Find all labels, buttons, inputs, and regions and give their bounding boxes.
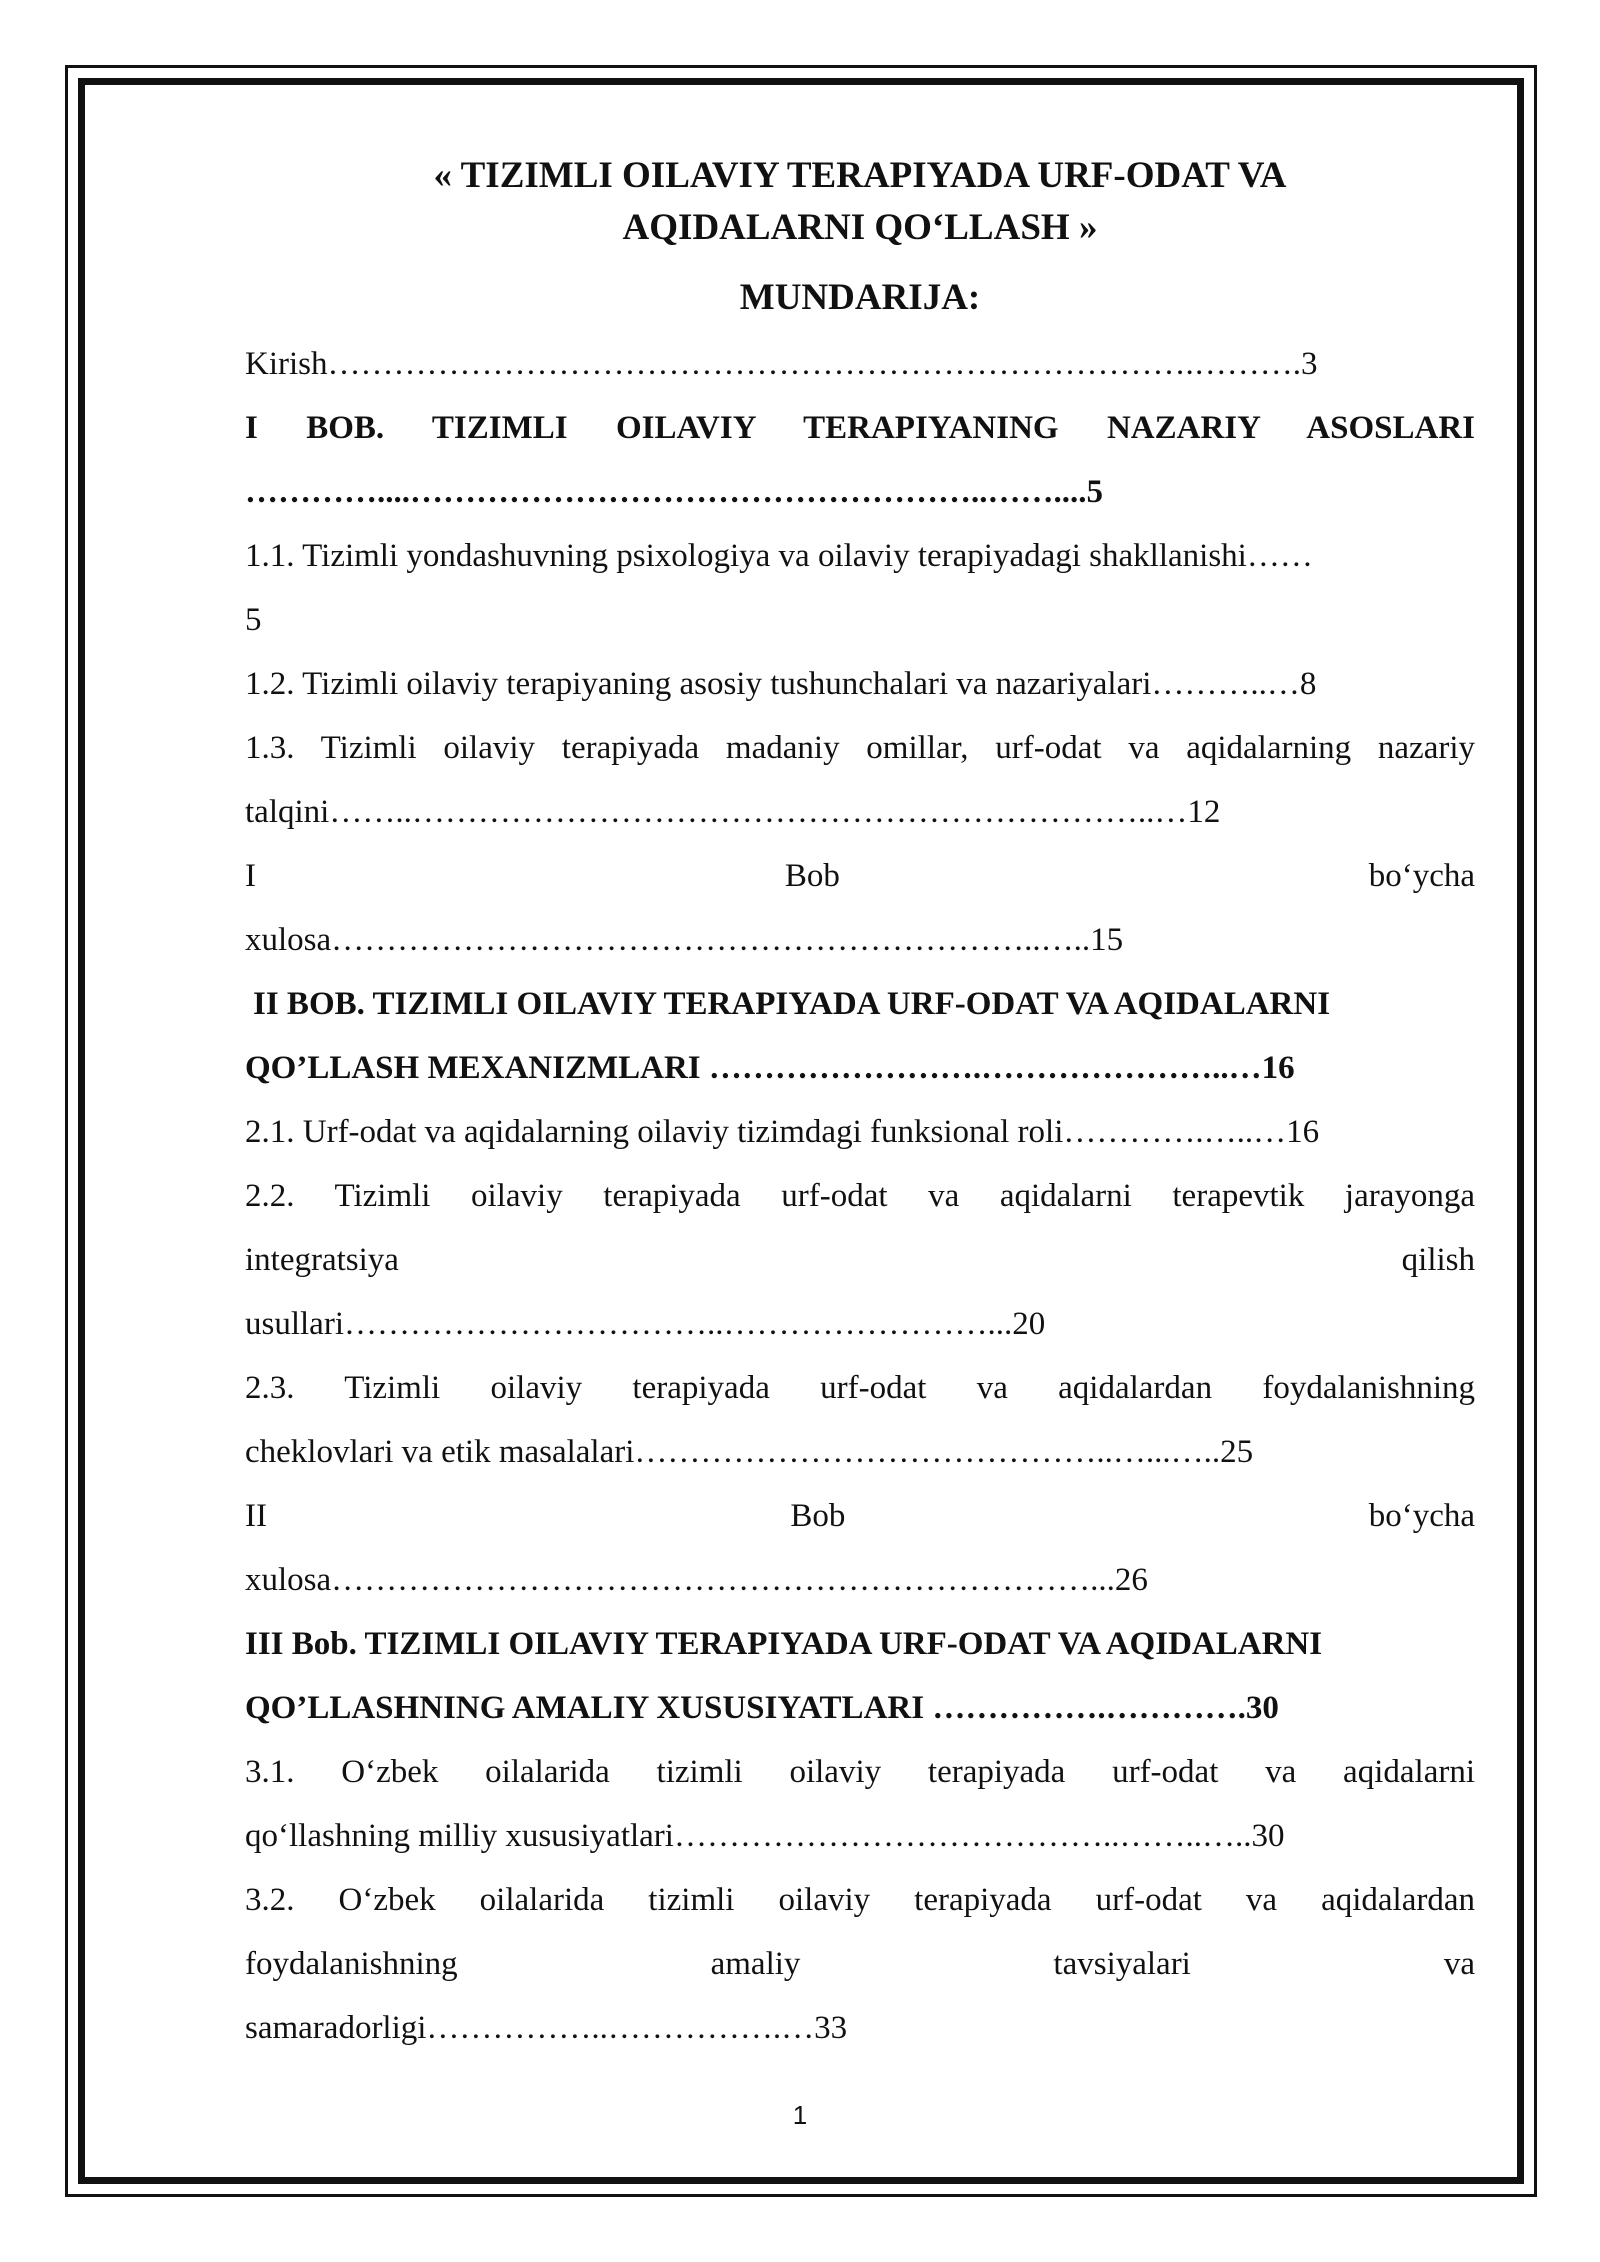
toc-entry-section-1-1: 1.1. Tizimli yondashuvning psixologiya va oilaviy terapiyadagi shakllanishi……: [245, 538, 1313, 574]
toc-entry-section-3-1-page: qo‘llashning milliy xususiyatlari…………………………………..……..…..30: [245, 1818, 1285, 1854]
toc-entry-section-2-1: 2.1. Urf-odat va aqidalarning oilaviy tizimdagi funksional roli………….…..…16: [245, 1114, 1320, 1150]
toc-entry-chapter-2-page: QO’LLASH MEXANIZMLARI …………………….…………………..…16: [245, 1050, 1295, 1086]
toc-entry-chapter-3-page: QO’LLASHNING AMALIY XUSUSIYATLARI …………….………….30: [245, 1690, 1279, 1726]
toc-entry-section-3-2-cont: foydalanishning amaliy tavsiyalari va: [245, 1946, 1475, 1982]
toc-entry-section-1-3: 1.3. Tizimli oilaviy terapiyada madaniy omillar, urf-odat va aqidalarning nazariy: [245, 730, 1475, 766]
toc-entry-chapter-1: I BOB. TIZIMLI OILAVIY TERAPIYANING NAZARIY ASOSLARI: [245, 410, 1475, 446]
toc-entry-section-1-1-page: 5: [245, 602, 262, 638]
table-of-contents: [245, 332, 1475, 2060]
toc-entry-section-1-2: 1.2. Tizimli oilaviy terapiyaning asosiy tushunchalari va nazariyalari………..…8: [245, 666, 1317, 702]
page-number: 1: [792, 2100, 808, 2130]
contents-heading: MUNDARIJA:: [739, 277, 981, 318]
toc-entry-chapter-2: II BOB. TIZIMLI OILAVIY TERAPIYADA URF-ODAT VA AQIDALARNI: [253, 986, 1331, 1022]
document-content: [245, 150, 1475, 2060]
toc-entry-chapter-3: III Bob. TIZIMLI OILAVIY TERAPIYADA URF-ODAT VA AQIDALARNI: [245, 1626, 1323, 1662]
toc-entry-section-3-1: 3.1. O‘zbek oilalarida tizimli oilaviy terapiyada urf-odat va aqidalarni: [245, 1754, 1475, 1790]
toc-entry-chapter-1-conclusion: I Bob bo‘ycha: [245, 858, 1475, 894]
toc-entry-chapter-1-page: …………....……………………………………………..……....5: [245, 474, 1103, 510]
document-title-line-1: « TIZIMLI OILAVIY TERAPIYADA URF-ODAT VA: [433, 155, 1287, 196]
toc-entry-chapter-2-conclusion-page: xulosa……………………………………………………………...26: [245, 1562, 1148, 1598]
toc-entry-section-2-2-cont: integratsiya qilish: [245, 1242, 1475, 1278]
toc-entry-chapter-1-conclusion-page: xulosa………………………………………………………..…..15: [245, 922, 1124, 958]
toc-entry-section-3-2: 3.2. O‘zbek oilalarida tizimli oilaviy terapiyada urf-odat va aqidalardan: [245, 1882, 1475, 1918]
toc-entry-section-2-2-page: usullari……………………………..……………………...20: [245, 1306, 1046, 1342]
document-title-line-2: AQIDALARNI QO‘LLASH »: [622, 207, 1098, 248]
toc-entry-section-3-2-page: samaradorligi……………..…………….…33: [245, 2010, 848, 2046]
toc-entry-section-2-3-page: cheklovlari va etik masalalari……………………………………..…...…..25: [245, 1434, 1254, 1470]
toc-entry-section-2-3: 2.3. Tizimli oilaviy terapiyada urf-odat va aqidalardan foydalanishning: [245, 1370, 1475, 1406]
toc-entry-introduction: Kirish…………………………………………………………………….……….3: [245, 346, 1318, 382]
toc-entry-section-2-2: 2.2. Tizimli oilaviy terapiyada urf-odat va aqidalarni terapevtik jarayonga: [245, 1178, 1475, 1214]
toc-entry-section-1-3-page: talqini……..…………………………………………………………..…12: [245, 794, 1221, 830]
toc-entry-chapter-2-conclusion: II Bob bo‘ycha: [245, 1498, 1475, 1534]
